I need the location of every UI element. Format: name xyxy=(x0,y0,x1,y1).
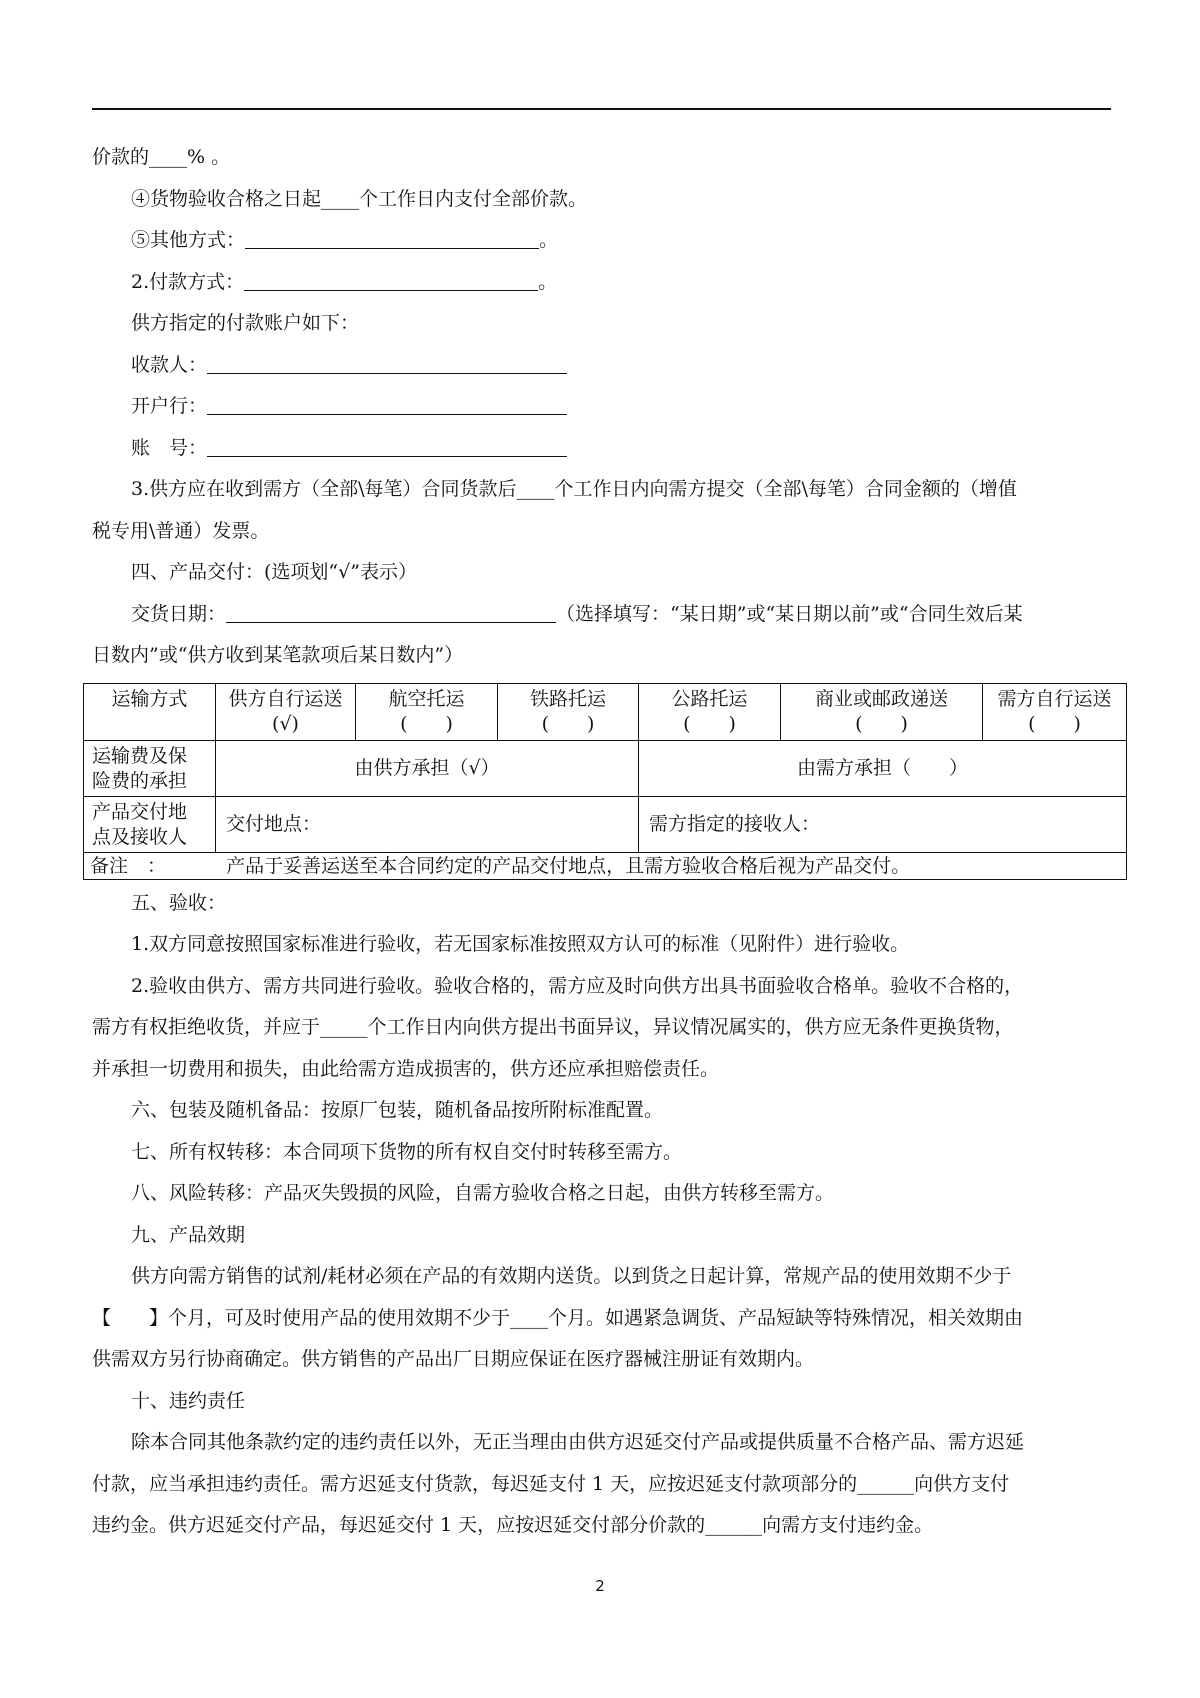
table-cell: 商业或邮政递送 ( ) xyxy=(781,684,983,741)
table-cell: 由需方承担（ ） xyxy=(639,741,1127,797)
text-line xyxy=(131,220,1111,260)
table-cell: 需方自行运送 ( ) xyxy=(983,684,1127,741)
blank-underline xyxy=(207,436,567,457)
blank-underline xyxy=(226,602,556,623)
text-line xyxy=(131,386,1111,426)
blank-underline xyxy=(207,353,567,374)
row-header: 运输方式 xyxy=(84,684,216,741)
section-heading: 六、包装及随机备品：按原厂包装，随机备品按所附标准配置。 xyxy=(131,1099,664,1121)
delivery-table xyxy=(83,683,1127,880)
text-line: 违约金。供方迟延交付产品，每迟延交付 1 天，应按迟延交付部分价款的______向需方支付违约金。 xyxy=(92,1514,934,1536)
text-line: 价款的____% 。 xyxy=(92,146,231,168)
period: 。 xyxy=(538,271,558,293)
text-line xyxy=(131,262,1111,302)
text-line: 税专用\普通）发票。 xyxy=(92,520,270,542)
table-row xyxy=(84,684,1127,741)
page-number: 2 xyxy=(595,1577,605,1595)
text-line: 供方向需方销售的试剂/耗材必须在产品的有效期内送货。以到货之日起计算，常规产品的使用效期不少于 xyxy=(131,1265,1012,1287)
text-line: 【 】个月，可及时使用产品的使用效期不少于____个月。如遇紧急调货、产品短缺等特殊情况，相关效期由 xyxy=(92,1307,1024,1329)
blank-underline xyxy=(207,394,567,415)
blank-underline xyxy=(244,270,538,291)
table-cell: 公路托运 ( ) xyxy=(639,684,781,741)
label: 2.付款方式： xyxy=(131,271,245,293)
section-heading: 八、风险转移：产品灭失毁损的风险，自需方验收合格之日起，由供方转移至需方。 xyxy=(131,1182,835,1204)
table-cell: 铁路托运 ( ) xyxy=(498,684,639,741)
text-line: 日数内”或“供方收到某笔款项后某日数内”） xyxy=(92,644,464,666)
label: 交货日期： xyxy=(131,603,227,625)
section-heading: 五、验收： xyxy=(131,892,227,914)
text-line xyxy=(131,345,1111,385)
note-text: 产品于妥善运送至本合同约定的产品交付地点，且需方验收合格后视为产品交付。 xyxy=(226,855,911,877)
label: 收款人： xyxy=(131,354,208,376)
row-header: 产品交付地 点及接收人 xyxy=(84,797,216,853)
label: ⑤其他方式： xyxy=(131,229,246,251)
section-heading: 七、所有权转移：本合同项下货物的所有权自交付时转移至需方。 xyxy=(131,1141,683,1163)
text-line: 付款，应当承担违约责任。需方迟延支付货款，每迟延支付 1 天，应按迟延支付款项部分的______向供方支付 xyxy=(92,1473,1010,1495)
text-line: 3.供方应在收到需方（全部\每笔）合同货款后____个工作日内向需方提交（全部\每笔）合同金额的（增值 xyxy=(131,478,1017,500)
text-line: 供方指定的付款账户如下： xyxy=(131,312,360,334)
row-header: 运输费及保 险费的承担 xyxy=(84,741,216,797)
table-row xyxy=(84,741,1127,797)
text-line: 需方有权拒绝收货，并应于_____个工作日内向供方提出书面异议，异议情况属实的，供方应无条件更换货物， xyxy=(92,1016,1014,1038)
table-cell: 供方自行运送 (√) xyxy=(216,684,356,741)
text-line: 除本合同其他条款约定的违约责任以外，无正当理由由供方迟延交付产品或提供质量不合格产品、需方迟延 xyxy=(131,1431,1025,1453)
label: 账 号： xyxy=(131,437,208,459)
note-label: 备注 ： xyxy=(90,855,167,877)
section-heading: 九、产品效期 xyxy=(131,1224,246,1246)
header-rule xyxy=(92,108,1111,110)
table-cell: 由供方承担（√） xyxy=(216,741,639,797)
section-heading: 十、违约责任 xyxy=(131,1390,246,1412)
table-cell: 交付地点： xyxy=(216,797,639,853)
label: 开户行： xyxy=(131,395,208,417)
text-line: ④货物验收合格之日起____个工作日内支付全部价款。 xyxy=(131,188,588,210)
note-text: （选择填写：“某日期”或“某日期以前”或“合同生效后某 xyxy=(556,603,1023,625)
text-line: 2.验收由供方、需方共同进行验收。验收合格的，需方应及时向供方出具书面验收合格单。验收不合格的， xyxy=(131,975,1024,997)
table-cell: 需方指定的接收人： xyxy=(639,797,1127,853)
text-line xyxy=(131,428,1111,468)
section-heading: 四、产品交付：(选项划“√”表示） xyxy=(131,561,417,583)
text-line: 并承担一切费用和损失，由此给需方造成损害的，供方还应承担赔偿责任。 xyxy=(92,1058,720,1080)
table-row xyxy=(84,853,1127,880)
period: 。 xyxy=(539,229,559,251)
text-line xyxy=(131,594,1111,634)
blank-underline xyxy=(245,228,539,249)
text-line: 供需双方另行协商确定。供方销售的产品出厂日期应保证在医疗器械注册证有效期内。 xyxy=(92,1348,815,1370)
table-cell: 航空托运 ( ) xyxy=(356,684,498,741)
table-cell xyxy=(84,853,1127,880)
text-line: 1.双方同意按照国家标准进行验收，若无国家标准按照双方认可的标准（见附件）进行验收。 xyxy=(131,933,910,955)
table-row xyxy=(84,797,1127,853)
